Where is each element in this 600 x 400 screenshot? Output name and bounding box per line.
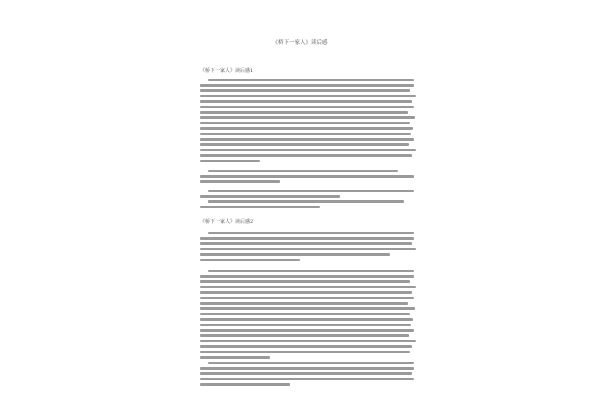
text-line-placeholder: [200, 95, 416, 98]
text-line: [200, 204, 418, 209]
text-line-placeholder: [200, 133, 411, 136]
text-line-placeholder: [200, 237, 414, 240]
text-line: [200, 354, 418, 359]
text-line: [200, 93, 418, 98]
page-title: 《桥下一家人》读后感: [272, 40, 328, 46]
text-line: [200, 246, 418, 251]
text-line-placeholder: [200, 242, 412, 245]
text-line-placeholder: [200, 307, 415, 310]
text-line: [200, 82, 418, 87]
section-2-body: [200, 230, 418, 262]
text-line-placeholder: [200, 106, 414, 109]
text-line-placeholder: [200, 297, 414, 300]
text-line-placeholder: [208, 190, 414, 193]
text-line-placeholder: [200, 318, 413, 321]
text-line: [200, 376, 418, 381]
text-line-placeholder: [200, 367, 414, 370]
text-line: [200, 173, 418, 178]
text-line-placeholder: [200, 313, 410, 316]
text-line-placeholder: [200, 180, 280, 183]
section-heading-1: 《桥下一家人》读后感1: [200, 68, 254, 74]
section-heading-2: 《桥下一家人》读后感2: [200, 219, 254, 225]
text-line-placeholder: [200, 84, 414, 87]
text-line-placeholder: [200, 372, 412, 375]
text-line-placeholder: [200, 160, 260, 163]
section-2-body-part-3: [200, 360, 418, 387]
text-line-placeholder: [200, 351, 410, 354]
text-line: [200, 382, 418, 387]
text-line-placeholder: [200, 143, 409, 146]
text-line-placeholder: [200, 324, 411, 327]
text-line: [200, 257, 418, 262]
text-line-placeholder: [200, 100, 412, 103]
text-line-placeholder: [200, 383, 290, 386]
text-line: [200, 327, 418, 332]
section-2-body-part-2: [200, 268, 418, 360]
text-line-placeholder: [208, 232, 414, 235]
text-line: [200, 311, 418, 316]
text-line-placeholder: [200, 138, 414, 141]
text-line-placeholder: [200, 329, 414, 332]
text-line: [200, 179, 418, 184]
text-line-placeholder: [200, 154, 412, 157]
text-line-placeholder: [208, 270, 414, 273]
text-line-placeholder: [200, 116, 415, 119]
text-line-placeholder: [208, 79, 414, 82]
text-line-placeholder: [200, 89, 410, 92]
text-line-placeholder: [200, 280, 410, 283]
text-line-placeholder: [200, 340, 416, 343]
text-line-placeholder: [200, 253, 390, 256]
section-1-body-part-3: [200, 188, 418, 210]
text-line-placeholder: [200, 259, 300, 262]
text-line: [200, 158, 418, 163]
text-line-placeholder: [200, 286, 416, 289]
section-1-body: [200, 77, 418, 163]
text-line-placeholder: [208, 170, 398, 173]
text-line-placeholder: [200, 248, 416, 251]
text-line-placeholder: [208, 362, 414, 365]
text-line-placeholder: [200, 195, 340, 198]
text-line-placeholder: [200, 356, 270, 359]
text-line: [200, 365, 418, 370]
text-line: [200, 120, 418, 125]
text-line-placeholder: [200, 122, 410, 125]
text-line: [200, 136, 418, 141]
text-line-placeholder: [200, 345, 412, 348]
section-1-body-part-2: [200, 168, 418, 184]
text-line-placeholder: [200, 149, 416, 152]
text-line-placeholder: [200, 111, 408, 114]
text-line-placeholder: [200, 302, 408, 305]
text-line-placeholder: [200, 334, 409, 337]
text-line: [200, 300, 418, 305]
text-line-placeholder: [200, 275, 414, 278]
text-line: [200, 109, 418, 114]
text-line-placeholder: [200, 175, 414, 178]
text-line-placeholder: [208, 200, 404, 203]
text-line-placeholder: [200, 127, 413, 130]
text-line-placeholder: [200, 291, 412, 294]
text-line: [200, 284, 418, 289]
text-line: [200, 235, 418, 240]
text-line-placeholder: [200, 206, 320, 209]
text-line: [200, 273, 418, 278]
text-line-placeholder: [200, 378, 414, 381]
